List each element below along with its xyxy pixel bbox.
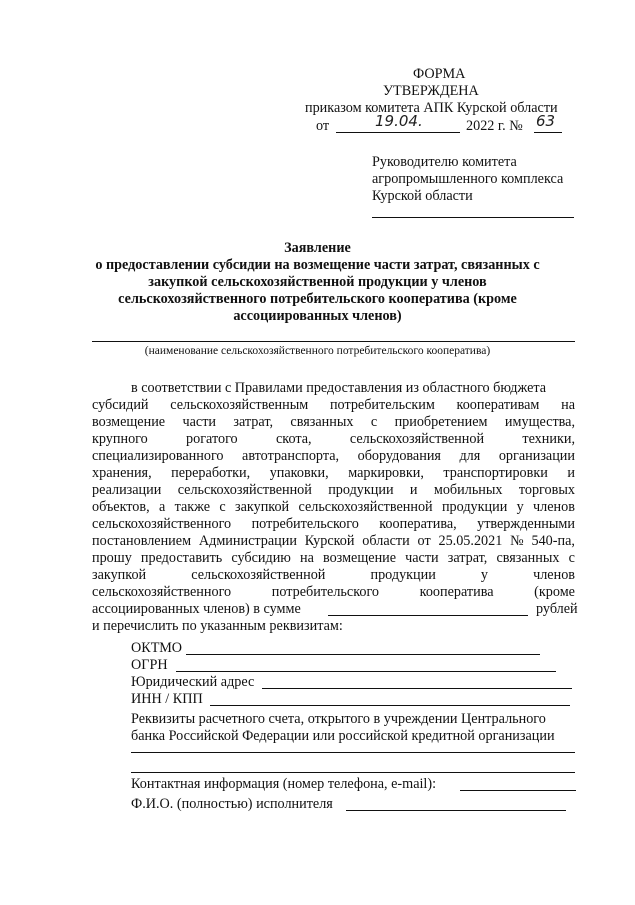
body-word: приобретением xyxy=(394,414,488,430)
body-word: техники, xyxy=(522,431,575,447)
addressee-line-2: агропромышленного комплекса xyxy=(372,171,564,187)
bank-requisites-line-1: Реквизиты расчетного счета, открытого в учреждении Центрального xyxy=(131,711,546,727)
body-word: скота, xyxy=(275,431,312,447)
body-word: предоставить xyxy=(140,550,223,566)
bank-requisites-field-line-2[interactable] xyxy=(131,772,575,773)
cooperative-name-line xyxy=(92,341,575,342)
contact-label: Контактная информация (номер телефона, e-mail): xyxy=(131,776,437,792)
body-word: на xyxy=(561,397,575,413)
body-word: продукции xyxy=(441,499,508,515)
address-label: Юридический адрес xyxy=(131,674,255,690)
body-line-13 xyxy=(92,584,575,601)
body-word: части xyxy=(182,414,216,430)
body-line-11 xyxy=(92,550,575,567)
body-word: кооперативам xyxy=(456,397,540,413)
body-word: крупного xyxy=(92,431,148,447)
inn-kpp-label: ИНН / КПП xyxy=(131,691,203,707)
body-word: сельскохозяйственным xyxy=(170,397,309,413)
title-line-4: сельскохозяйственного потребительского кооператива (кроме xyxy=(118,291,517,307)
body-word: у xyxy=(480,567,489,583)
body-word: с xyxy=(568,550,575,566)
body-word: Администрации xyxy=(198,533,297,549)
body-word: имущества, xyxy=(504,414,575,430)
number-handwritten: 63 xyxy=(536,112,556,130)
body-word: постановлением xyxy=(92,533,192,549)
body-line-14-unit: рублей xyxy=(536,601,578,617)
body-word: организации xyxy=(498,448,575,464)
body-word: сельскохозяйственной xyxy=(191,567,326,583)
executor-name-field-line[interactable] xyxy=(346,810,566,811)
address-field-line[interactable] xyxy=(262,688,572,689)
body-word: членов xyxy=(533,567,575,583)
inn-kpp-field-line[interactable] xyxy=(210,705,570,706)
body-word: возмещение xyxy=(322,550,397,566)
body-word: сельскохозяйственного xyxy=(92,516,232,532)
body-word: потребительского xyxy=(271,584,380,600)
body-word: продукции xyxy=(328,482,394,498)
body-word: закупкой xyxy=(235,499,290,515)
body-word: транспортировки xyxy=(443,465,548,481)
title-line-3: закупкой сельскохозяйственной продукции у членов xyxy=(148,274,487,290)
body-word: мобильных xyxy=(433,482,503,498)
body-line-2 xyxy=(92,397,575,414)
body-word: сельскохозяйственной xyxy=(177,482,312,498)
body-word: прошу xyxy=(92,550,132,566)
body-word: с xyxy=(219,499,226,515)
body-line-4 xyxy=(92,431,575,448)
body-word: на xyxy=(300,550,314,566)
body-line-9 xyxy=(92,516,575,533)
date-line xyxy=(336,132,460,133)
oktmo-field-line[interactable] xyxy=(186,654,540,655)
body-word: 25.05.2021 xyxy=(438,533,503,549)
body-word: сельскохозяйственного xyxy=(92,584,232,600)
body-line-8 xyxy=(92,499,575,516)
body-word: 540-па, xyxy=(531,533,575,549)
body-word: части xyxy=(405,550,439,566)
body-word: для xyxy=(459,448,481,464)
addressee-line-3: Курской области xyxy=(372,188,473,204)
number-line xyxy=(534,132,562,133)
body-word: и xyxy=(567,465,575,481)
body-word: потребительским xyxy=(329,397,435,413)
title-line-5: ассоциированных членов) xyxy=(233,308,402,324)
body-word: возмещение xyxy=(92,414,166,430)
title-line-2: о предоставлении субсидии на возмещение части затрат, связанных с xyxy=(95,257,540,273)
stamp-form: ФОРМА xyxy=(413,66,466,82)
body-line-7 xyxy=(92,482,575,499)
body-word: переработки, xyxy=(171,465,251,481)
contact-field-line[interactable] xyxy=(460,790,576,791)
body-word: оборудования xyxy=(357,448,441,464)
bank-requisites-line-2: банка Российской Федерации или российской кредитной организации xyxy=(131,728,555,744)
body-line-10 xyxy=(92,533,575,550)
ogrn-label: ОГРН xyxy=(131,657,168,673)
bank-requisites-field-line-1[interactable] xyxy=(131,752,575,753)
body-word: связанных xyxy=(496,550,560,566)
body-word: с xyxy=(370,414,378,430)
body-word: утвержденными xyxy=(477,516,575,532)
amount-line xyxy=(328,615,528,616)
cooperative-name-caption: (наименование сельскохозяйственного потребительского кооператива) xyxy=(144,345,491,357)
body-word: автотранспорта, xyxy=(242,448,340,464)
stamp-order: приказом комитета АПК Курской области xyxy=(305,100,558,116)
body-word: сельскохозяйственной xyxy=(298,499,433,515)
body-word: членов xyxy=(533,499,575,515)
body-word: области xyxy=(362,533,410,549)
body-word: также xyxy=(174,499,211,515)
ogrn-field-line[interactable] xyxy=(176,671,556,672)
body-word: затрат, xyxy=(233,414,274,430)
body-word: а xyxy=(158,499,166,515)
body-word: специализированного xyxy=(92,448,224,464)
executor-name-label: Ф.И.О. (полностью) исполнителя xyxy=(131,796,333,812)
oktmo-label: ОКТМО xyxy=(131,640,183,656)
addressee-line-1: Руководителю комитета xyxy=(372,154,517,170)
body-line-14: ассоциированных членов) в сумме xyxy=(92,601,301,617)
body-word: закупкой xyxy=(92,567,147,583)
body-word: № xyxy=(510,533,524,549)
body-line-5 xyxy=(92,448,575,465)
date-handwritten: 19.04. xyxy=(375,112,423,130)
body-line-15: и перечислить по указанным реквизитам: xyxy=(92,618,343,634)
stamp-year: 2022 г. № xyxy=(466,118,523,134)
body-word: упаковки, xyxy=(269,465,329,481)
body-word: Курской xyxy=(304,533,355,549)
body-word: реализации xyxy=(92,482,162,498)
body-line-12 xyxy=(92,567,575,584)
body-word: субсидию xyxy=(231,550,291,566)
body-word: субсидий xyxy=(92,397,149,413)
body-line-6 xyxy=(92,465,575,482)
body-word: продукции xyxy=(370,567,436,583)
body-line-1: в соответствии с Правилами предоставления из областного бюджета xyxy=(131,380,547,396)
body-word: рогатого xyxy=(186,431,238,447)
body-word: и xyxy=(409,482,418,498)
body-line-3 xyxy=(92,414,575,431)
body-word: кооператива, xyxy=(379,516,457,532)
body-word: от xyxy=(417,533,431,549)
body-word: затрат, xyxy=(447,550,488,566)
body-word: маркировки, xyxy=(348,465,424,481)
stamp-from: от xyxy=(316,118,330,134)
stamp-approved: УТВЕРЖДЕНА xyxy=(383,83,479,99)
title-line-1: Заявление xyxy=(284,240,351,256)
body-word: связанных xyxy=(290,414,354,430)
body-word: кооператива xyxy=(419,584,494,600)
body-word: торговых xyxy=(518,482,575,498)
body-word: потребительского xyxy=(251,516,359,532)
body-word: объектов, xyxy=(92,499,150,515)
body-word: у xyxy=(516,499,524,515)
body-word: (кроме xyxy=(534,584,575,600)
body-word: сельскохозяйственной xyxy=(349,431,485,447)
addressee-name-line xyxy=(372,217,574,218)
body-word: хранения, xyxy=(92,465,152,481)
